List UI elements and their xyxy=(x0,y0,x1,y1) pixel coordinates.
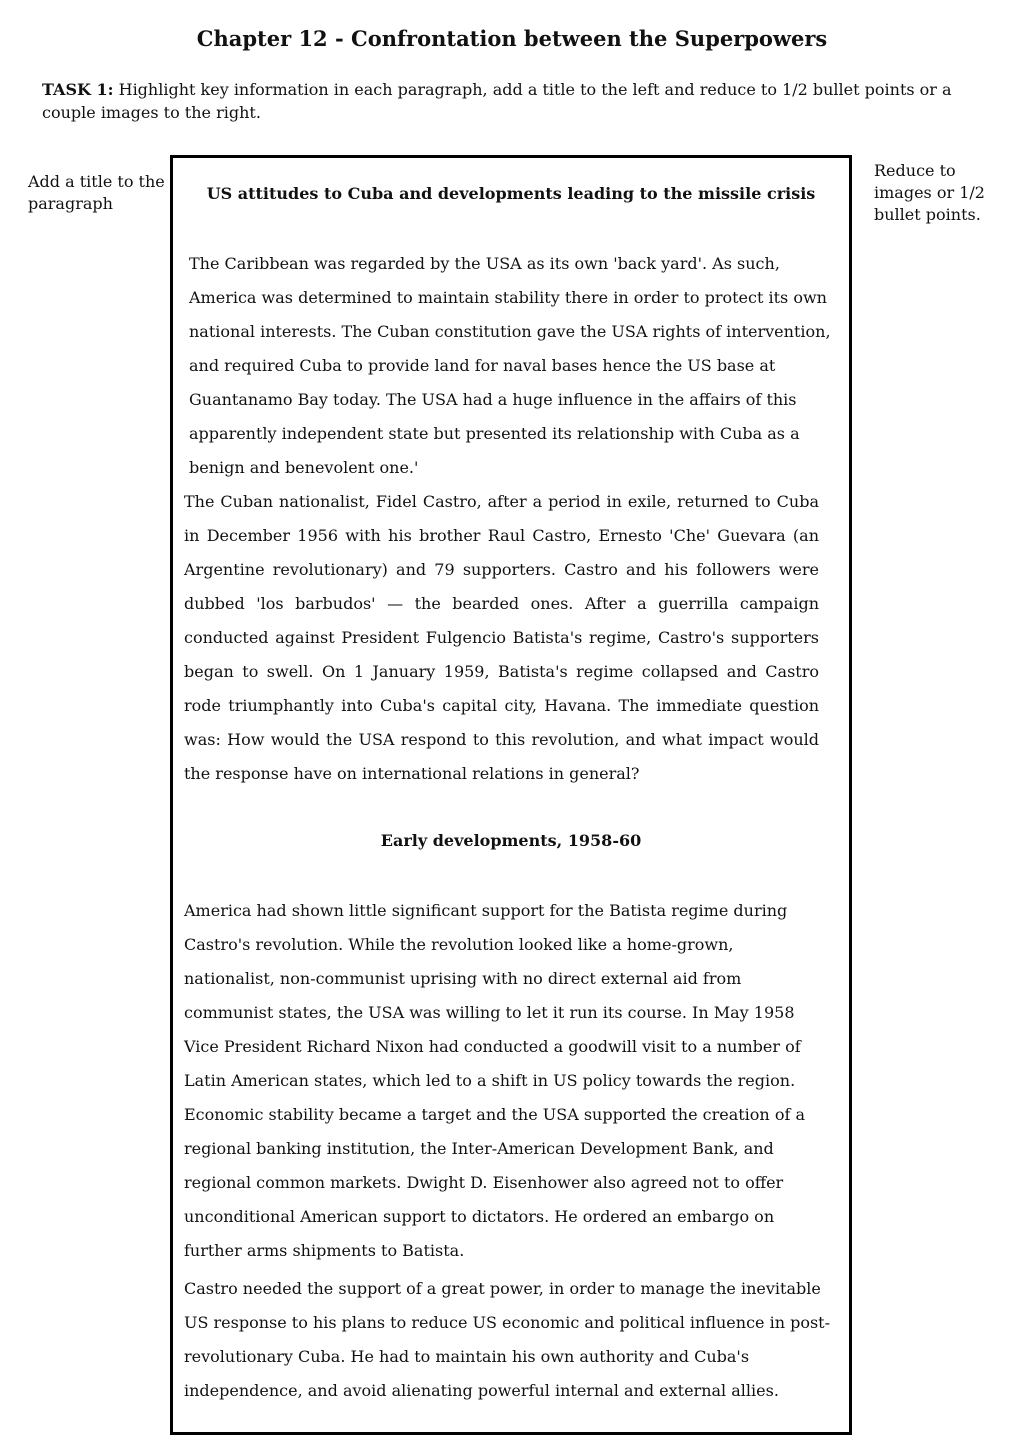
page-title: Chapter 12 - Confrontation between the Superpowers xyxy=(196,26,828,51)
paragraph-castro-revolution: The Cuban nationalist, Fidel Castro, after a period in exile, returned to Cuba in December 1956 with his brother Raul Castro, Ernesto 'Che' Guevara (an Argentine revolutionary) and 79 supporters. Castro and his followers were dubbed 'los barbudos' — the bearded ones. After a guerrilla campaign conducted against President Fulgencio Batista's regime, Castro's supporters began to swell. On 1 January 1959, Batista's regime collapsed and Castro rode triumphantly into Cuba's capital city, Havana. The immediate question was: How would the USA respond to this revolution, and what impact would the response have on international relations in general? xyxy=(184,492,819,783)
paragraph-caribbean: The Caribbean was regarded by the USA as its own 'back yard'. As such, America was determined to maintain stability there in order to protect its own national interests. The Cuban constitution gave the USA rights of intervention, and required Cuba to provide land for naval bases hence the US base at Guantanamo Bay today. The USA had a huge influence in the affairs of this apparently independent state but presented its relationship with Cuba as a benign and benevolent one.' xyxy=(189,254,831,477)
left-margin-note: Add a title to the paragraph xyxy=(28,172,165,213)
content-box xyxy=(170,155,852,1435)
right-margin-note: Reduce to images or 1/2 bullet points. xyxy=(874,161,985,224)
task-label: TASK 1: xyxy=(42,80,114,99)
section-heading-early-developments: Early developments, 1958-60 xyxy=(380,831,642,850)
task-instructions xyxy=(42,78,982,124)
paragraph-great-power-support: Castro needed the support of a great power, in order to manage the inevitable US response to his plans to reduce US economic and political influence in post-revolutionary Cuba. He had to maintain his own authority and Cuba's independence, and avoid alienating powerful internal and external allies. xyxy=(184,1279,831,1400)
paragraph-us-policy: America had shown little significant support for the Batista regime during Castro's revolution. While the revolution looked like a home-grown, nationalist, non-communist uprising with no direct external aid from communist states, the USA was willing to let it run its course. In May 1958 Vice President Richard Nixon had conducted a goodwill visit to a number of Latin American states, which led to a shift in US policy towards the region. Economic stability became a target and the USA supported the creation of a regional banking institution, the Inter-American Development Bank, and regional common markets. Dwight D. Eisenhower also agreed not to offer unconditional American support to dictators. He ordered an embargo on further arms shipments to Batista. xyxy=(184,901,805,1260)
section-heading-us-attitudes: US attitudes to Cuba and developments leading to the missile crisis xyxy=(206,184,816,203)
task-text: Highlight key information in each paragraph, add a title to the left and reduce to 1/2 bullet points or a couple images to the right. xyxy=(42,80,952,122)
